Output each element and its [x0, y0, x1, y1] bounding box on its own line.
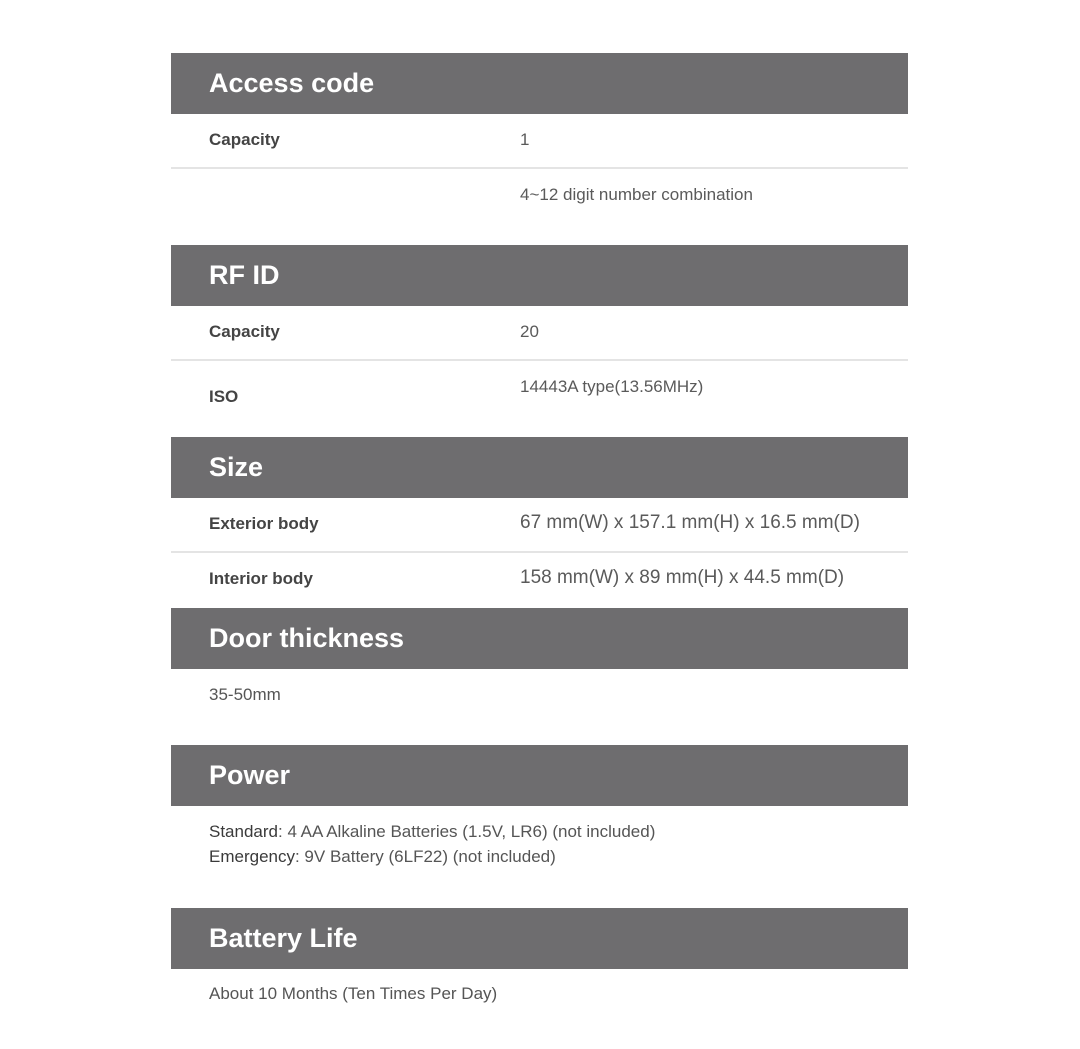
section-title: RF ID — [209, 259, 280, 290]
section-title: Power — [209, 759, 291, 790]
power-emergency-line — [209, 847, 556, 867]
spec-label: Capacity — [209, 130, 280, 149]
section-header-rf-id — [171, 245, 908, 306]
spec-label: ISO — [209, 387, 239, 406]
power-value: : 9V Battery (6LF22) (not included) — [294, 847, 556, 866]
spec-label: Interior body — [209, 569, 313, 588]
power-label: Standard — [209, 822, 278, 841]
power-label: Emergency — [209, 847, 295, 866]
battery-life-value: About 10 Months (Ten Times Per Day) — [209, 984, 498, 1003]
spec-value: 1 — [520, 130, 530, 149]
section-title: Battery Life — [209, 922, 358, 953]
section-header-power — [171, 745, 908, 806]
row-divider — [171, 167, 908, 169]
section-header-size — [171, 437, 908, 498]
section-title: Access code — [209, 67, 375, 98]
spec-value: 20 — [520, 322, 539, 341]
spec-value: 158 mm(W) x 89 mm(H) x 44.5 mm(D) — [520, 567, 845, 588]
spec-label: Exterior body — [209, 514, 319, 533]
door-thickness-value: 35-50mm — [209, 685, 281, 704]
section-header-access-code — [171, 53, 908, 114]
section-title: Door thickness — [209, 622, 405, 653]
section-header-door-thickness — [171, 608, 908, 669]
row-divider — [171, 359, 908, 361]
row-divider — [171, 551, 908, 553]
section-header-battery-life — [171, 908, 908, 969]
spec-value: 14443A type(13.56MHz) — [520, 377, 704, 396]
section-title: Size — [209, 451, 264, 482]
spec-label: Capacity — [209, 322, 280, 341]
power-value: : 4 AA Alkaline Batteries (1.5V, LR6) (not included) — [278, 822, 656, 841]
power-standard-line — [209, 822, 655, 842]
spec-value: 67 mm(W) x 157.1 mm(H) x 16.5 mm(D) — [520, 512, 860, 533]
spec-value: 4~12 digit number combination — [520, 185, 753, 204]
